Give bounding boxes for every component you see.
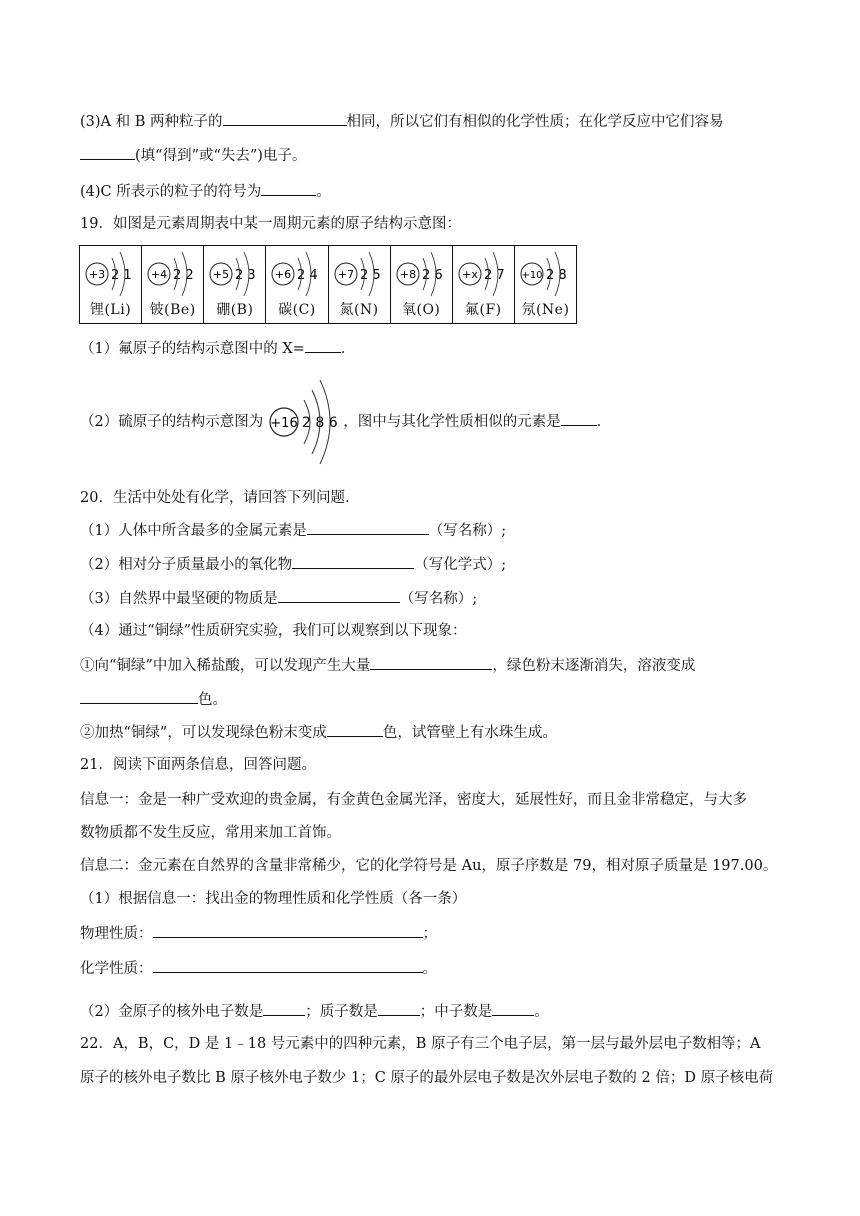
q18-line-4: (4)C 所表示的粒子的符号为 。 <box>80 180 331 202</box>
nucleus-label: +3 <box>88 268 106 281</box>
nucleus-label: +6 <box>275 268 292 281</box>
q22-line2: 原子的核外电子数比 B 原子核外电子数少 1；C 原子的最外层电子数是次外层电子数的 2 倍；D 原子核电荷 <box>80 1070 774 1086</box>
atom-diagram <box>206 248 262 298</box>
nucleus-label: +x <box>461 268 478 281</box>
atom-diagram <box>331 248 387 298</box>
element-cell <box>329 246 391 323</box>
atom-diagram <box>144 248 200 298</box>
nucleus-label: +4 <box>151 268 168 281</box>
q19-sub1: （1）氟原子的结构示意图中的 X= ． <box>80 337 355 359</box>
shell-electrons: 2 3 <box>235 268 256 283</box>
q18-line-3: (3)A 和 B 两种粒子的 相同，所以它们有相似的化学性质；在化学反应中它们容易 <box>80 110 724 132</box>
element-name: 氮(N) <box>339 302 379 318</box>
sulfur-shell-electrons: 2 8 6 <box>302 415 338 431</box>
shell-electrons: 2 8 <box>545 268 567 283</box>
q20-title: 20．生活中处处有化学，请回答下列问题． <box>80 490 360 506</box>
element-cell <box>266 246 328 323</box>
shell-electrons: 2 5 <box>359 268 381 283</box>
sulfur-atom-diagram <box>268 372 352 472</box>
q21-sub1: （1）根据信息一：找出金的物理性质和化学性质（各一条） <box>80 891 467 907</box>
element-cell <box>142 246 204 323</box>
answer-blank[interactable] <box>80 688 198 704</box>
q21-info1-line1: 信息一：金是一种广受欢迎的贵金属，有金黄色金属光泽，密度大，延展性好，而且金非常稳定，与大多 <box>80 792 747 808</box>
answer-blank[interactable] <box>292 553 414 569</box>
q21-info1-line2: 数物质都不发生反应，常用来加工首饰。 <box>80 825 341 841</box>
q20-circle2: ②加热“铜绿”，可以发现绿色粉末变成 色，试管壁上有水珠生成。 <box>80 721 557 743</box>
answer-blank[interactable] <box>261 180 316 196</box>
answer-blank[interactable] <box>305 337 341 353</box>
answer-blank[interactable] <box>80 144 135 160</box>
atom-diagram <box>82 248 138 298</box>
atom-diagram <box>393 248 449 298</box>
element-cell <box>391 246 453 323</box>
q22-line1: 22．A，B，C，D 是 1﹣18 号元素中的四种元素，B 原子有三个电子层，第一层与最外层电子数相等；A <box>80 1036 761 1052</box>
answer-blank[interactable] <box>263 1000 305 1016</box>
q20-circle1-cont: 色。 <box>80 688 227 710</box>
nucleus-label: +10 <box>521 270 543 281</box>
atom-diagram <box>517 248 573 298</box>
q20-sub3: （3）自然界中最坚硬的物质是 （写名称）; <box>80 587 477 609</box>
element-name: 氟(F) <box>464 302 502 318</box>
answer-blank[interactable] <box>153 957 423 973</box>
answer-blank[interactable] <box>492 1000 534 1016</box>
atom-structure-table <box>79 245 577 324</box>
atom-diagram <box>268 248 324 298</box>
element-cell <box>515 246 576 323</box>
nucleus-label: +7 <box>337 268 354 281</box>
q20-circle1: ①向“铜绿”中加入稀盐酸，可以发现产生大量 ，绿色粉末逐渐消失，溶液变成 <box>80 654 695 676</box>
answer-blank[interactable] <box>223 110 347 126</box>
answer-blank[interactable] <box>561 410 597 426</box>
nucleus-label: +5 <box>213 268 230 281</box>
shell-electrons: 2 4 <box>297 268 319 283</box>
q20-sub4: （4）通过“铜绿”性质研究实验，我们可以观察到以下现象： <box>80 623 467 639</box>
element-name: 硼(B) <box>216 302 254 318</box>
q21-physical: 物理性质： ； <box>80 922 437 944</box>
q19-title: 19．如图是元素周期表中某一周期元素的原子结构示意图： <box>80 216 461 232</box>
atom-diagram <box>455 248 511 298</box>
q20-sub1: （1）人体中所含最多的金属元素是 （写名称）; <box>80 519 506 541</box>
q21-chemical: 化学性质： 。 <box>80 957 437 979</box>
element-cell <box>453 246 515 323</box>
shell-electrons: 2 1 <box>111 268 132 283</box>
element-name: 氧(O) <box>401 302 441 318</box>
answer-blank[interactable] <box>278 587 400 603</box>
element-name: 氖(Ne) <box>521 302 570 318</box>
answer-blank[interactable] <box>370 654 492 670</box>
answer-blank[interactable] <box>153 922 423 938</box>
q19-sub2: （2）硫原子的结构示意图为 ，图中与其化学性质相似的元素是 ． <box>80 410 611 432</box>
shell-electrons: 2 7 <box>483 268 505 283</box>
shell-electrons: 2 6 <box>421 268 443 283</box>
q18-line-3-cont: (填“得到”或“失去”)电子。 <box>80 144 306 166</box>
shell-electrons: 2 2 <box>173 268 194 283</box>
answer-blank[interactable] <box>307 519 429 535</box>
element-cell <box>80 246 142 323</box>
answer-blank[interactable] <box>378 1000 420 1016</box>
q21-title: 21．阅读下面两条信息，回答问题。 <box>80 757 316 773</box>
element-name: 碳(C) <box>278 302 316 318</box>
q21-sub2: （2）金原子的核外电子数是 ；质子数是 ；中子数是 。 <box>80 1000 549 1022</box>
element-name: 铍(Be) <box>149 302 196 318</box>
q21-info2: 信息二：金元素在自然界的含量非常稀少，它的化学符号是 Au，原子序数是 79，相对原子质量是 197.00。 <box>80 858 778 874</box>
sulfur-nucleus-label: +16 <box>270 416 298 431</box>
element-name: 锂(Li) <box>89 302 132 318</box>
answer-blank[interactable] <box>327 721 383 737</box>
nucleus-label: +8 <box>399 268 416 281</box>
q20-sub2: （2）相对分子质量最小的氧化物 （写化学式）; <box>80 553 506 575</box>
element-cell <box>204 246 266 323</box>
